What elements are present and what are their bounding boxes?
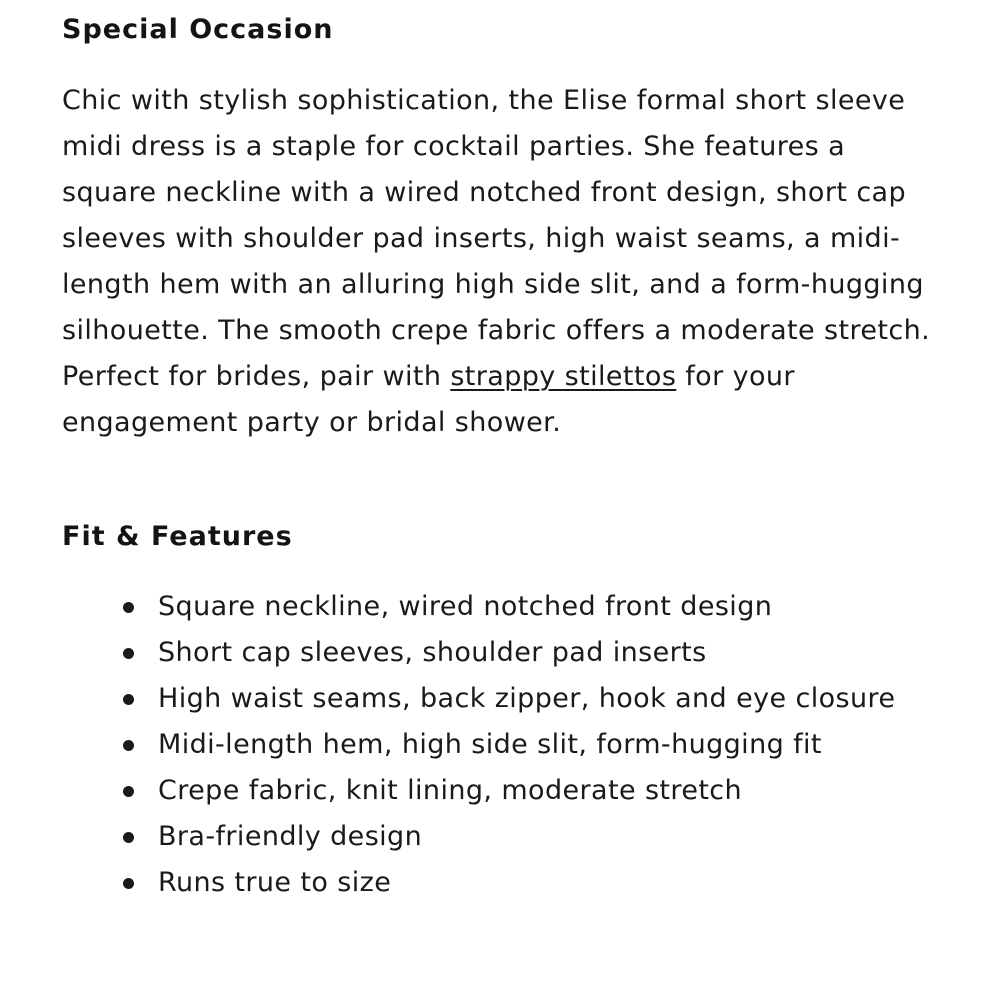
list-item [158,676,948,722]
list-item [158,814,948,860]
bullet-icon [123,602,134,613]
list-item [158,630,948,676]
bullet-icon [123,694,134,705]
list-item [158,860,948,906]
feature-text: Crepe fabric, knit lining, moderate stretch [158,775,743,806]
feature-text: Midi-length hem, high side slit, form-hugging fit [158,729,822,760]
bullet-icon [123,878,134,889]
bullet-icon [123,648,134,659]
features-list [158,584,948,906]
feature-text: Bra-friendly design [158,821,423,852]
bullet-icon [123,832,134,843]
description-text-end: for your engagement party or bridal shower. [62,361,795,438]
strappy-stilettos-link[interactable]: strappy stilettos [450,361,677,392]
feature-text: Runs true to size [158,867,392,898]
list-item [158,584,948,630]
list-item [158,768,948,814]
list-item [158,722,948,768]
special-occasion-heading: Special Occasion [62,14,334,45]
feature-text: High waist seams, back zipper, hook and eye closure [158,683,896,714]
product-description [62,78,942,446]
bullet-icon [123,740,134,751]
description-text: Chic with stylish sophistication, the Elise formal short sleeve midi dress is a staple for cocktail parties. She features a square neckline with a wired notched front design, short cap sleeves with shoulder pad inserts, high waist seams, a midi-length hem with an alluring high side slit, and a form-hugging silhouette. The smooth crepe fabric offers a moderate stretch. Perfect for brides, pair with [62,85,931,392]
bullet-icon [123,786,134,797]
fit-features-heading: Fit & Features [62,521,293,552]
feature-text: Square neckline, wired notched front design [158,591,773,622]
feature-text: Short cap sleeves, shoulder pad inserts [158,637,707,668]
